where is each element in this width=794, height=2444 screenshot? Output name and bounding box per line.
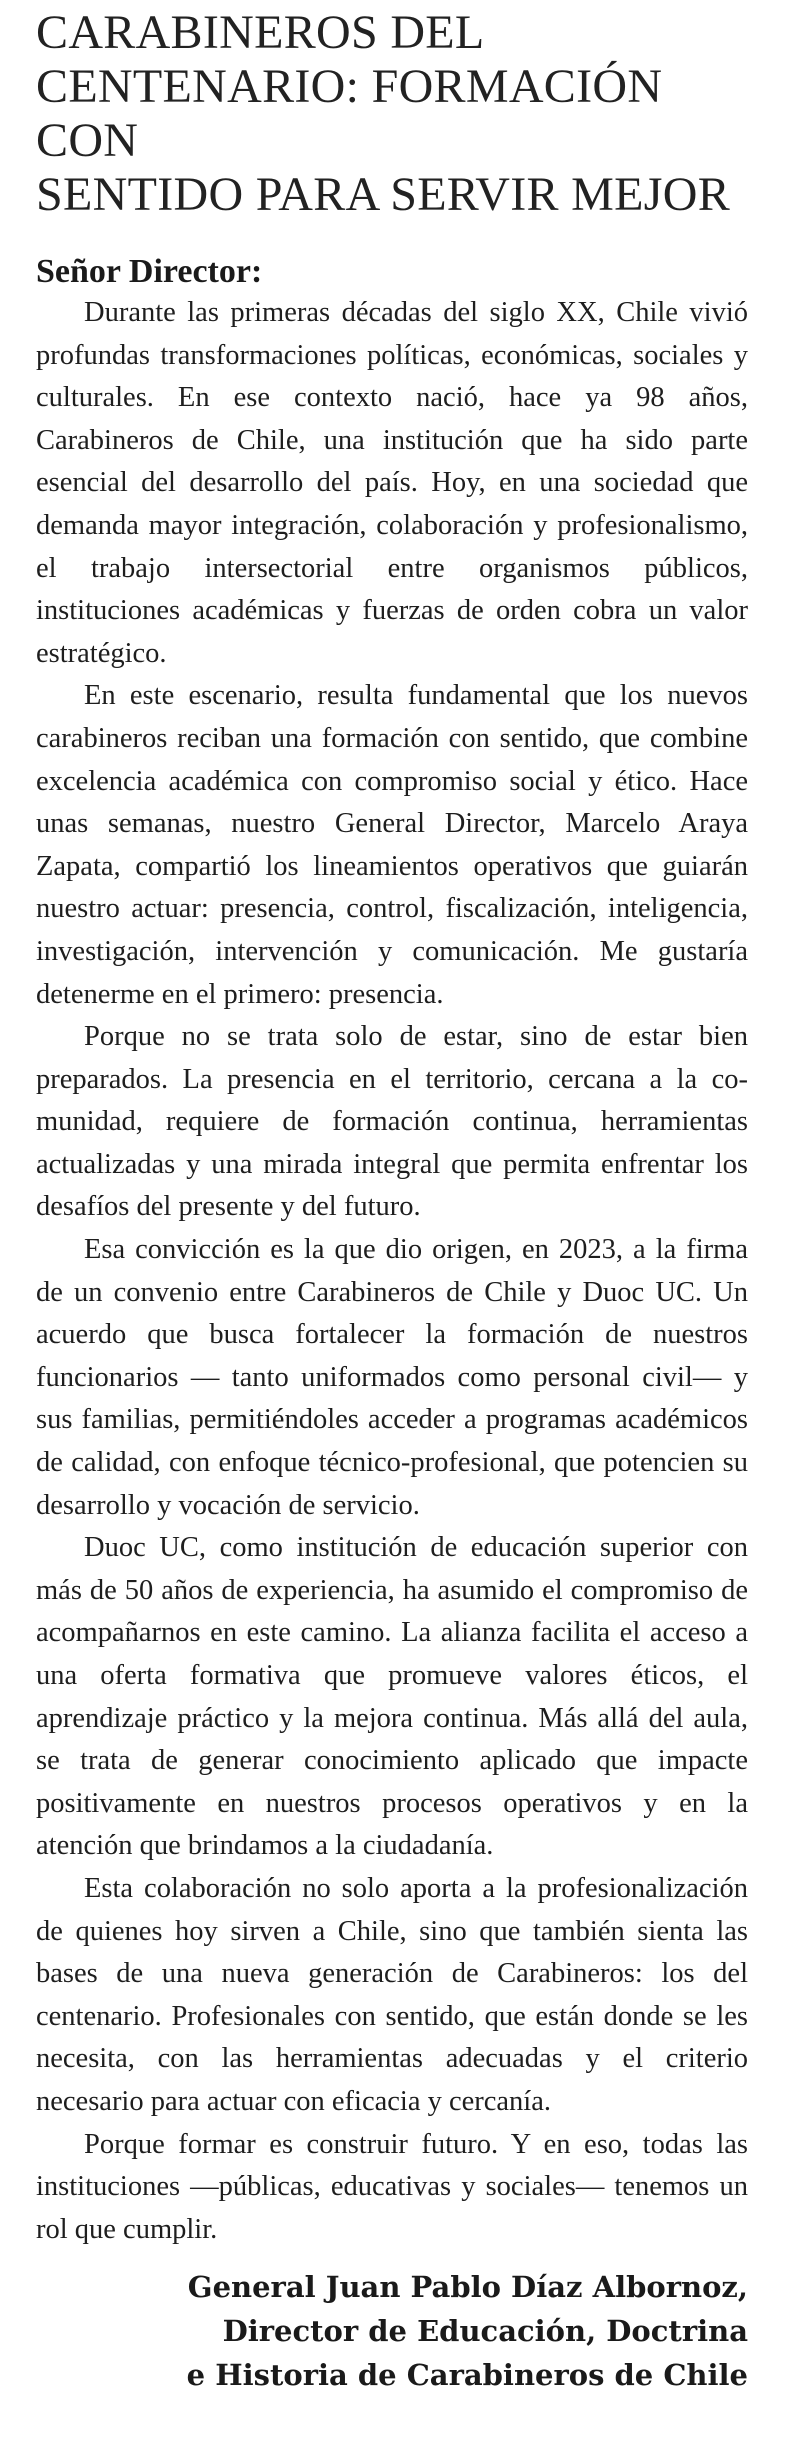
body-paragraph: Esta colaboración no solo aporta a la profesionalización de quienes hoy sirven a Chile, sino que también sienta las bases de una nueva generación de Carabineros: los del centenario. Profesionales con sentido, que están donde se les necesita, con las herramientas adecuadas y el criterio necesario para actuar con eficacia y cercanía. xyxy=(36,1872,748,2117)
signature-line-name: General Juan Pablo Díaz Albornoz, xyxy=(187,2270,748,2305)
body-paragraph: Esa convicción es la que dio origen, en 2023, a la firma de un convenio entre Carabineros de Chile y Duoc UC. Un acuerdo que busca fortalecer la formación de nuestros funcionarios — tanto uniformados como personal civil— y sus familias, permitiéndoles acceder a programas académicos de calidad, con enfoque técnico-profesional, que potencien su desarrollo y vocación de servicio. xyxy=(36,1234,748,1521)
letter-article xyxy=(36,6,748,2397)
body-paragraph: Durante las primeras décadas del siglo XX, Chile vivió profundas transformaciones políticas, económicas, sociales y culturales. En ese contexto nació, hace ya 98 años, Carabineros de Chile, una institución que ha sido parte esencial del desarrollo del país. Hoy, en una sociedad que demanda mayor integración, colaboración y profesionalismo, el trabajo intersectorial entre organismos públicos, instituciones académicas y fuerzas de orden cobra un valor estratégico. xyxy=(36,297,748,669)
body-paragraph: Porque formar es construir futuro. Y en eso, todas las instituciones —públicas, educativas y sociales— tenemos un rol que cumplir. xyxy=(36,2128,748,2245)
letter-body xyxy=(36,292,748,2251)
headline-line: CARABINEROS DEL xyxy=(36,6,485,59)
signature-line-institution: e Historia de Carabineros de Chile xyxy=(186,2358,748,2393)
body-paragraph: Porque no se trata solo de estar, sino de estar bien preparados. La presencia en el territorio, cercana a la comunidad, requiere de formación continua, herramientas actualizadas y una mirada integral que permita enfrentar los desafíos del presente y del futuro. xyxy=(36,1021,748,1223)
body-paragraph: Duoc UC, como institución de educación superior con más de 50 años de experiencia, ha asumido el compromiso de acompañarnos en este camino. La alianza facilita el acceso a una oferta formativa que promueve valores éticos, el aprendizaje práctico y la mejora continua. Más allá del aula, se trata de generar conocimiento aplicado que impacte positivamente en nuestros procesos operativos y en la atención que brindamos a la ciudadanía. xyxy=(36,1532,748,1862)
signature-line-title: Director de Educación, Doctrina xyxy=(222,2314,748,2349)
headline-line: SENTIDO PARA SERVIR MEJOR xyxy=(36,168,731,221)
body-paragraph: En este escenario, resulta fundamental que los nuevos carabineros reciban una formación con sentido, que combine excelencia académica con compromiso social y ético. Hace unas semanas, nuestro General Director, Marcelo Araya Zapata, compartió los lineamientos operativos que guiarán nuestro actuar: presencia, control, fiscalización, inteligencia, investigación, intervención y comunicación. Me gustaría detenerme en el primero: presencia. xyxy=(36,680,748,1010)
signature-block xyxy=(36,2265,748,2397)
headline xyxy=(36,6,748,222)
headline-line: CENTENARIO: FORMACIÓN CON xyxy=(36,60,663,167)
salutation: Señor Director: xyxy=(36,253,263,290)
